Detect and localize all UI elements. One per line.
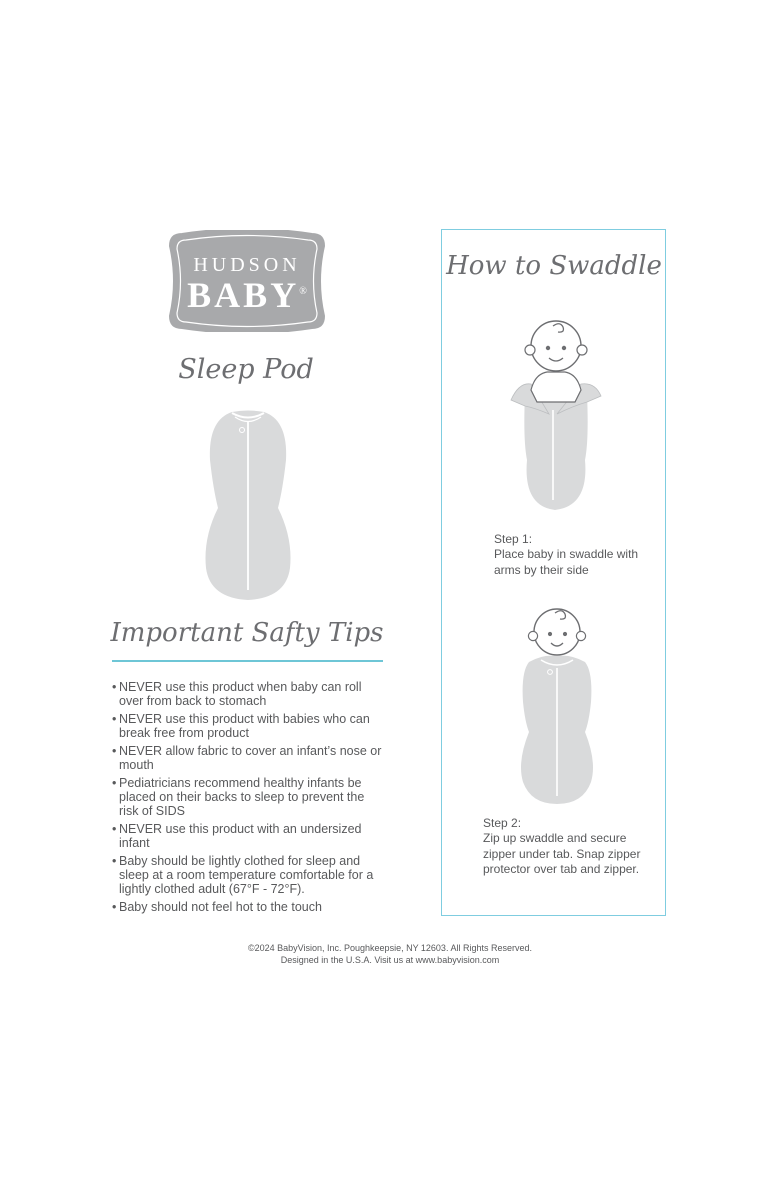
how-to-swaddle-title: How to Swaddle	[446, 251, 662, 281]
hudson-baby-logo	[164, 230, 330, 332]
safety-tips-list	[112, 680, 387, 918]
footer	[0, 942, 780, 966]
list-item: • Baby should not feel hot to the touch	[112, 900, 387, 914]
registered-mark: ®	[299, 286, 307, 297]
step-2-text: Zip up swaddle and secure zipper under tab. Snap zipper protector over tab and zipper.	[483, 831, 641, 876]
list-item: • NEVER use this product when baby can roll over from back to stomach	[112, 680, 387, 708]
step-1-text: Place baby in swaddle with arms by their side	[494, 547, 639, 577]
step-2-label: Step 2:	[483, 816, 522, 830]
list-item: • Baby should be lightly clothed for sleep and sleep at a room temperature comfortable for a lightly clothed adult (67°F - 72°F).	[112, 854, 387, 896]
list-item: • NEVER use this product with an undersized infant	[112, 822, 387, 850]
list-item: • NEVER use this product with babies who can break free from product	[112, 712, 387, 740]
logo-word-hudson: HUDSON	[193, 254, 301, 276]
logo-word-baby: BABY®	[187, 275, 307, 315]
list-item: • Pediatricians recommend healthy infants be placed on their backs to sleep to prevent the risk of SIDS	[112, 776, 387, 818]
step-1-illustration	[505, 310, 607, 516]
list-item: • NEVER allow fabric to cover an infant’s nose or mouth	[112, 744, 387, 772]
copyright-text: ©2024 BabyVision, Inc. Poughkeepsie, NY 12603. All Rights Reserved.	[248, 943, 532, 953]
product-title: Sleep Pod	[178, 354, 314, 385]
sleep-pod-illustration	[198, 408, 298, 602]
footer-website-text: Designed in the U.S.A. Visit us at www.babyvision.com	[280, 955, 500, 965]
step-1-label: Step 1:	[494, 532, 533, 546]
section-divider	[112, 660, 383, 662]
step-2-illustration	[515, 602, 599, 808]
safety-tips-title: Important Safty Tips	[110, 618, 384, 648]
